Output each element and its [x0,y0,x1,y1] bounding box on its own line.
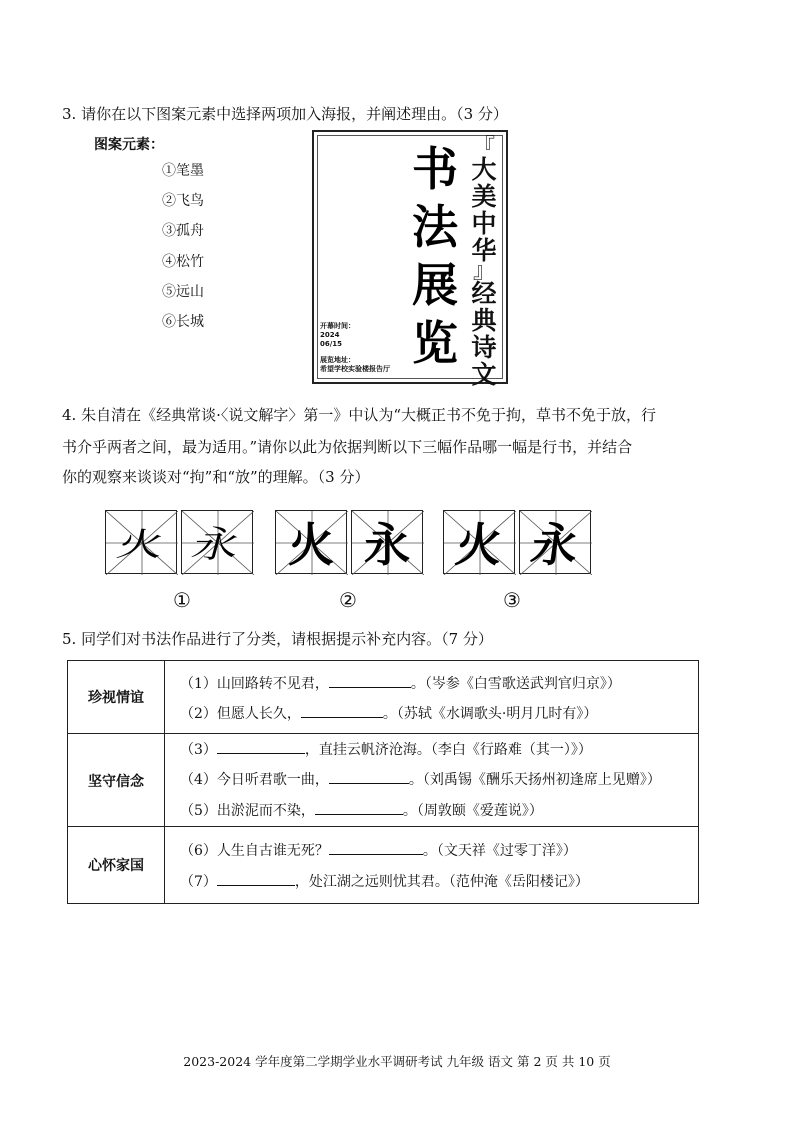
answer-blank[interactable] [329,840,423,855]
poster-time-label: 开幕时间： [320,322,355,330]
page-footer: 2023-2024 学年度第二学期学业水平调研考试 九年级 语文 第 2 页 共 10 页 [183,1054,611,1069]
table-row [68,661,698,733]
line-prefix: （5）出淤泥而不染， [180,803,315,819]
poster-subtitle [466,135,502,389]
element-item: ②飞鸟 [162,193,204,210]
poster-subtitle-char: 经 [471,279,497,308]
poster-subtitle-char: 文 [471,360,497,389]
fill-blank-line [180,739,592,759]
element-item: ④松竹 [162,253,204,270]
poster-title-char: 览 [412,316,458,370]
poster-time [320,322,355,349]
poster-title-char: 书 [412,142,458,196]
fill-blank-line [180,840,577,860]
calligraphy-char: 永 [527,518,582,572]
poster-subtitle-char: 美 [471,182,497,211]
elements-title: 图案元素： [94,137,164,153]
calligraphy-char: 永 [187,522,246,566]
poster-time-date: 06/15 [320,340,343,348]
calligraphy-char: 火 [113,525,168,563]
poster-close-bracket: 』 [472,259,495,284]
line-suffix: ，直挂云帆济沧海。（李白《行路难（其一）》） [304,742,592,758]
work-label-1: ① [173,588,191,612]
question-4-stem-line3: 你的观察来谈谈对“拘”和“放”的理解。（3 分） [62,468,370,486]
poster-subtitle-char: 典 [471,306,497,335]
calligraphy-char: 火 [452,518,505,572]
line-prefix: （3） [180,742,217,758]
poster-open-bracket: 『 [472,135,495,160]
question-4-stem-line1: 4. 朱自清在《经典常谈·〈说文解字〉第一》中认为“大概正书不免于拘，草书不免于放，行 [62,406,657,424]
grid-cell [443,510,515,574]
line-prefix: （6）人生自古谁无死？ [180,843,329,859]
line-suffix: ，处江湖之远则忧其君。（范仲淹《岳阳楼记》） [294,874,589,890]
fill-blank-line [180,673,621,693]
answer-blank[interactable] [301,703,383,718]
category-cell: 珍视情谊 [68,661,165,733]
grid-cell [181,510,253,574]
poster-title-char: 展 [412,258,458,312]
poster-title-char: 法 [412,200,458,254]
poster-venue-label: 展览地址： [320,356,355,364]
line-suffix: 。（文天祥《过零丁洋》） [422,843,577,859]
question-5-stem: 5. 同学们对书法作品进行了分类，请根据提示补充内容。（7 分） [62,630,493,648]
poster-venue [320,356,390,374]
question-4-stem-line2: 书介乎两者之间，最为适用。”请你以此为依据判断以下三幅作品哪一幅是行书，并结合 [62,438,633,456]
poster-subtitle-char: 华 [471,236,497,265]
line-prefix: （1）山回路转不见君， [180,676,329,692]
calligraphy-char: 火 [288,518,334,572]
poster-main-title [405,140,465,372]
line-prefix: （4）今日听君歌一曲， [180,772,329,788]
exhibition-poster [312,130,508,389]
grid-cell [105,510,177,574]
answer-blank[interactable] [217,739,305,754]
grid-cell [351,510,423,574]
element-item: ⑥长城 [162,313,204,330]
line-prefix: （7） [180,874,217,890]
fill-blank-line [180,871,589,891]
element-item: ⑤远山 [162,283,204,300]
grid-cell [519,510,591,574]
answer-blank[interactable] [329,673,411,688]
line-suffix: 。（岑参《白雪歌送武判官归京》） [410,676,621,692]
grid-cell [275,510,347,574]
answer-blank[interactable] [315,800,403,815]
answer-blank[interactable] [217,871,295,886]
fill-blank-line [180,703,597,723]
element-item: ①笔墨 [162,163,204,179]
fill-blank-line [180,769,661,789]
elements-list [162,160,204,341]
poster-subtitle-char: 中 [471,209,497,238]
fill-blank-line [180,800,543,820]
line-suffix: 。（苏轼《水调歌头·明月几时有》） [382,706,598,722]
table-row [68,826,698,903]
line-prefix: （2）但愿人长久， [180,706,301,722]
table-row [68,733,698,827]
line-suffix: 。（刘禹锡《酬乐天扬州初逢席上见赠》） [408,772,661,788]
element-item: ③孤舟 [162,223,204,240]
category-cell: 坚守信念 [68,734,165,827]
question-3-stem: 3. 请你在以下图案元素中选择两项加入海报，并阐述理由。（3 分） [62,105,508,123]
work-label-3: ③ [503,588,521,612]
category-cell: 心怀家国 [68,827,165,903]
line-suffix: 。（周敦颐《爱莲说》） [402,803,543,819]
work-label-2: ② [339,588,357,612]
poster-venue-text: 希望学校实验楼报告厅 [320,365,390,373]
calligraphy-char: 永 [364,518,410,572]
answer-blank[interactable] [329,769,409,784]
poster-subtitle-char: 诗 [471,333,497,362]
classification-table [67,660,699,904]
poster-subtitle-char: 大 [471,155,497,184]
poster-time-year: 2024 [320,331,340,339]
